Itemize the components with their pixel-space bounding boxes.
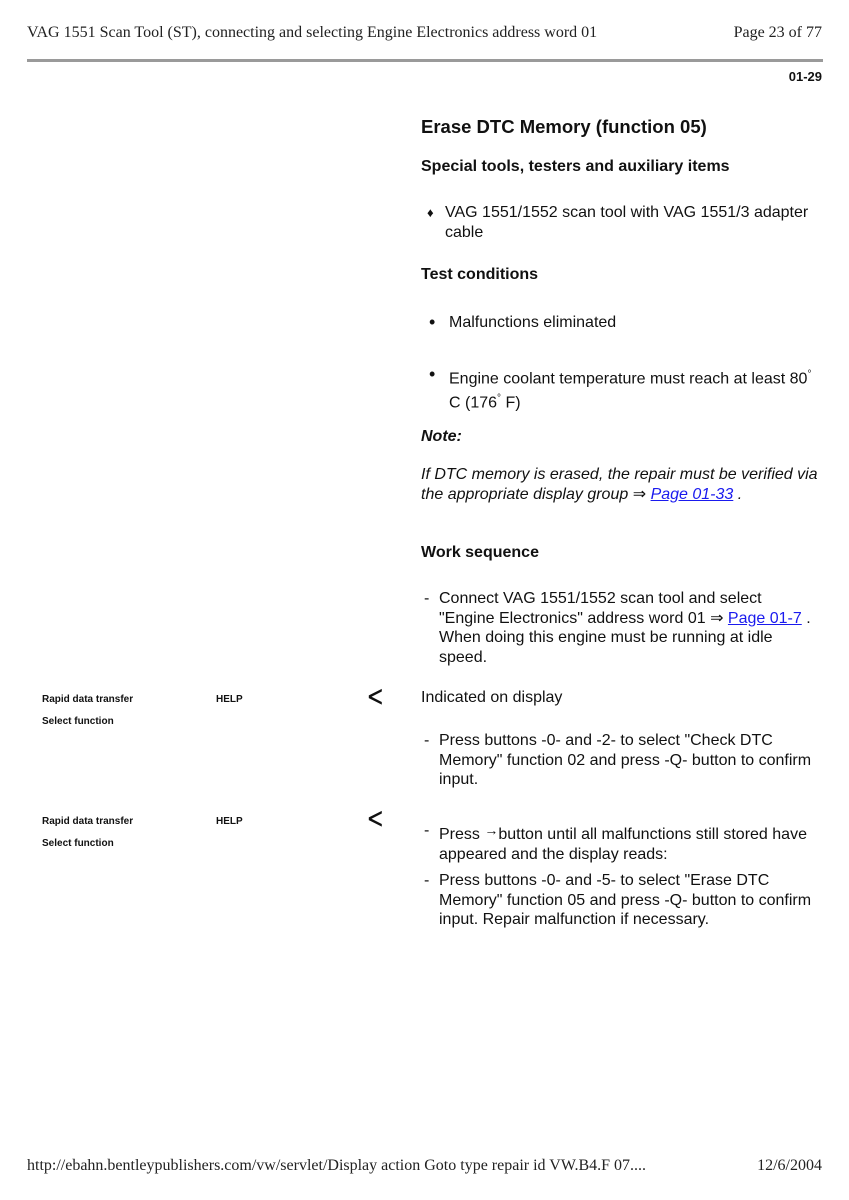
display-1-line1: Rapid data transfer (42, 694, 134, 705)
display-2-line2: Select function (42, 838, 114, 849)
step-4-text: Press buttons -0- and -5- to select "Erase DTC Memory" function 05 and press -Q- button to confirm input. Repair malfunction if necessary. (439, 872, 812, 928)
degree-symbol: ° (497, 392, 502, 404)
condition-2-part: C (176 (449, 394, 498, 412)
condition-item (421, 365, 821, 413)
bullet-dot-icon: • (429, 312, 436, 332)
note-text (421, 465, 821, 504)
condition-2-part: Engine coolant temperature must reach at least 80 (449, 370, 808, 388)
page-01-33-link[interactable]: Page 01-33 (650, 485, 734, 503)
test-conditions-heading: Test conditions (421, 266, 539, 283)
dash-marker: - (424, 822, 430, 839)
condition-item (421, 313, 821, 333)
work-step-1 (421, 589, 821, 667)
step-1-body: Connect VAG 1551/1552 scan tool and select "Engine Electronics" address word 01 (439, 590, 762, 627)
diamond-bullet-icon: ♦ (427, 205, 434, 220)
arrow-right-icon: ⇒ (632, 485, 647, 503)
work-step-3 (421, 821, 821, 864)
step-3-part: Press (439, 826, 480, 843)
degree-symbol: ° (807, 369, 812, 380)
work-step-2 (421, 731, 821, 790)
work-step-4 (421, 871, 821, 930)
display-1-line2: Select function (42, 716, 114, 727)
dash-marker: - (424, 590, 430, 607)
step-1-end: . When doing this engine must be running at idle speed. (439, 609, 811, 666)
note-end: . (733, 485, 743, 503)
condition-2-text (449, 365, 821, 413)
bullet-dot-icon: • (429, 364, 436, 384)
step-3-part: button until all malfunctions still stored have appeared and the display reads: (439, 826, 807, 863)
display-2-line1: Rapid data transfer (42, 816, 134, 827)
display-1-help: HELP (216, 694, 243, 705)
step-1-text (439, 589, 821, 667)
condition-2-part: F) (501, 394, 521, 412)
header-divider (27, 59, 823, 62)
dash-marker: - (424, 732, 430, 749)
indicated-on-display: Indicated on display (421, 689, 563, 706)
step-2-text: Press buttons -0- and -2- to select "Check DTC Memory" function 02 and press -Q- button to confirm input. (439, 732, 812, 788)
page-title: Erase DTC Memory (function 05) (421, 116, 707, 137)
page-indicator: Page 23 of 77 (733, 24, 822, 41)
tool-list-item (421, 203, 821, 242)
step-3-text (439, 821, 821, 864)
header-title: VAG 1551 Scan Tool (ST), connecting and selecting Engine Electronics address word 01 (27, 24, 598, 41)
footer-url: http://ebahn.bentleypublishers.com/vw/servlet/Display action Goto type repair id VW.B4.F 07.... (27, 1157, 647, 1174)
footer-date: 12/6/2004 (757, 1157, 822, 1174)
note-label: Note: (421, 428, 462, 445)
display-pointer-icon: ᐸ (368, 809, 383, 831)
display-pointer-icon: ᐸ (368, 687, 383, 709)
condition-1-text: Malfunctions eliminated (449, 314, 617, 331)
page-number: 01-29 (788, 69, 822, 84)
dash-marker: - (424, 872, 430, 889)
tool-item-text: VAG 1551/1552 scan tool with VAG 1551/3 adapter cable (445, 204, 809, 241)
work-sequence-heading: Work sequence (421, 544, 539, 561)
page-01-7-link[interactable]: Page 01-7 (727, 609, 802, 627)
right-arrow-button-icon: → (484, 822, 499, 838)
note-body: If DTC memory is erased, the repair must be verified via the appropriate display group (421, 466, 818, 503)
display-2-help: HELP (216, 816, 243, 827)
special-tools-heading: Special tools, testers and auxiliary items (421, 158, 730, 175)
arrow-right-icon: ⇒ (710, 609, 724, 627)
